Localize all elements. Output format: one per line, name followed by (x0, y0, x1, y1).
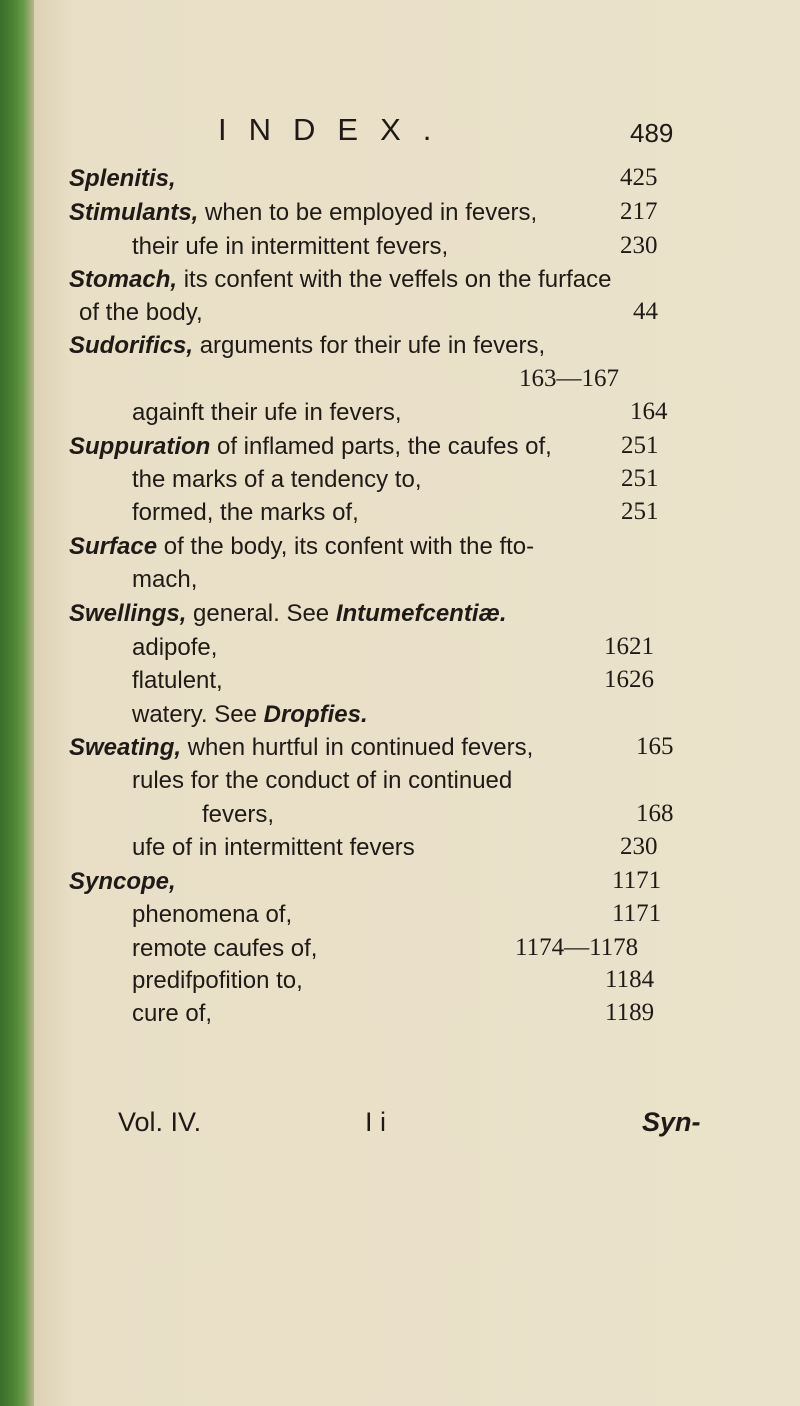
entry-text: of the body, its confent with the fto- (157, 533, 535, 560)
signature-mark: I i (365, 1107, 387, 1137)
index-entry (132, 667, 223, 695)
entry-cross-reference: Intumefcentiæ. (335, 600, 507, 627)
entry-text: predifpofition to, (132, 967, 303, 994)
entry-heading: Syncope, (69, 868, 176, 895)
entry-page-reference: 168 (636, 800, 674, 827)
entry-page-reference: 165 (636, 733, 674, 760)
index-entry (132, 399, 401, 427)
entry-text: adipofe, (132, 634, 218, 661)
entry-page-reference: 44 (633, 298, 658, 325)
index-entry (132, 901, 292, 929)
index-entry (132, 233, 448, 261)
entry-page-reference: 1189 (605, 999, 655, 1026)
entry-page-reference: 251 (621, 432, 659, 459)
index-entry (69, 868, 176, 896)
entry-cross-reference: Dropfies. (263, 701, 368, 728)
entry-text: its confent with the veffels on the furface (177, 266, 612, 293)
entry-heading: Stimulants, (69, 199, 199, 226)
index-entry (132, 834, 415, 862)
entry-text: flatulent, (132, 667, 223, 694)
entry-text: fevers, (202, 801, 275, 828)
index-entry (79, 299, 203, 327)
index-entry (69, 734, 533, 762)
index-entry (69, 332, 545, 360)
entry-text: mach, (132, 566, 198, 593)
index-entry (132, 701, 368, 729)
index-entry (69, 266, 612, 294)
entry-text: arguments for their ufe in fevers, (193, 332, 546, 359)
entry-text: their ufe in intermittent fevers, (132, 233, 449, 260)
entry-page-reference: 1621 (604, 633, 654, 660)
entry-text: watery. See (132, 701, 264, 728)
entry-page-reference: 1171 (612, 867, 662, 894)
entry-heading: Splenitis, (69, 165, 176, 192)
index-entry (132, 1000, 212, 1028)
entry-page-reference: 1184 (605, 966, 655, 993)
entry-page-reference: 251 (621, 498, 659, 525)
index-entry (69, 199, 537, 227)
entry-text: when to be employed in fevers, (198, 199, 538, 226)
index-entry (69, 600, 507, 628)
entry-page-reference: 163—167 (519, 365, 619, 392)
page-number: 489 (630, 118, 674, 148)
entry-text: of the body, (79, 299, 203, 326)
entry-page-reference: 1626 (604, 666, 654, 693)
entry-text: rules for the conduct of in continued (132, 767, 513, 794)
index-entry (132, 466, 422, 494)
entry-text: when hurtful in continued fevers, (181, 734, 534, 761)
entry-text: ufe of in intermittent fevers (132, 834, 415, 861)
entry-page-reference: 230 (620, 232, 658, 259)
entry-text: againft their ufe in fevers, (132, 399, 402, 426)
index-entry (132, 767, 512, 795)
entry-text: the marks of a tendency to, (132, 466, 422, 493)
entry-text: general. See (186, 600, 336, 627)
page-title: INDEX. (218, 112, 454, 147)
entry-heading: Surface (69, 533, 158, 560)
index-entry (69, 165, 176, 193)
index-entry (69, 433, 552, 461)
entry-heading: Sudorifics, (69, 332, 194, 359)
index-entry (202, 801, 274, 829)
catchword: Syn- (642, 1107, 701, 1137)
entry-page-reference: 425 (620, 164, 658, 191)
entry-heading: Swellings, (69, 600, 187, 627)
index-entry (69, 533, 534, 561)
entry-page-reference: 164 (630, 398, 668, 425)
entry-text: cure of, (132, 1000, 213, 1027)
entry-page-reference: 1171 (612, 900, 662, 927)
index-entry (132, 967, 303, 995)
entry-page-reference: 217 (620, 198, 658, 225)
entry-page-reference: 251 (621, 465, 659, 492)
entry-text: phenomena of, (132, 901, 293, 928)
entry-text: remote caufes of, (132, 935, 318, 962)
index-entry (132, 935, 317, 963)
entry-text: formed, the marks of, (132, 499, 359, 526)
index-entry (132, 634, 217, 662)
entry-heading: Sweating, (69, 734, 182, 761)
index-entry (132, 566, 197, 594)
entry-text: of inflamed parts, the caufes of, (210, 433, 552, 460)
entry-heading: Suppuration (69, 433, 211, 460)
entry-heading: Stomach, (69, 266, 178, 293)
entry-page-reference: 1174—1178 (515, 934, 639, 961)
entry-page-reference: 230 (620, 833, 658, 860)
volume-label: Vol. IV. (118, 1107, 202, 1137)
book-spine-edge (0, 0, 34, 1406)
index-entry (132, 499, 359, 527)
